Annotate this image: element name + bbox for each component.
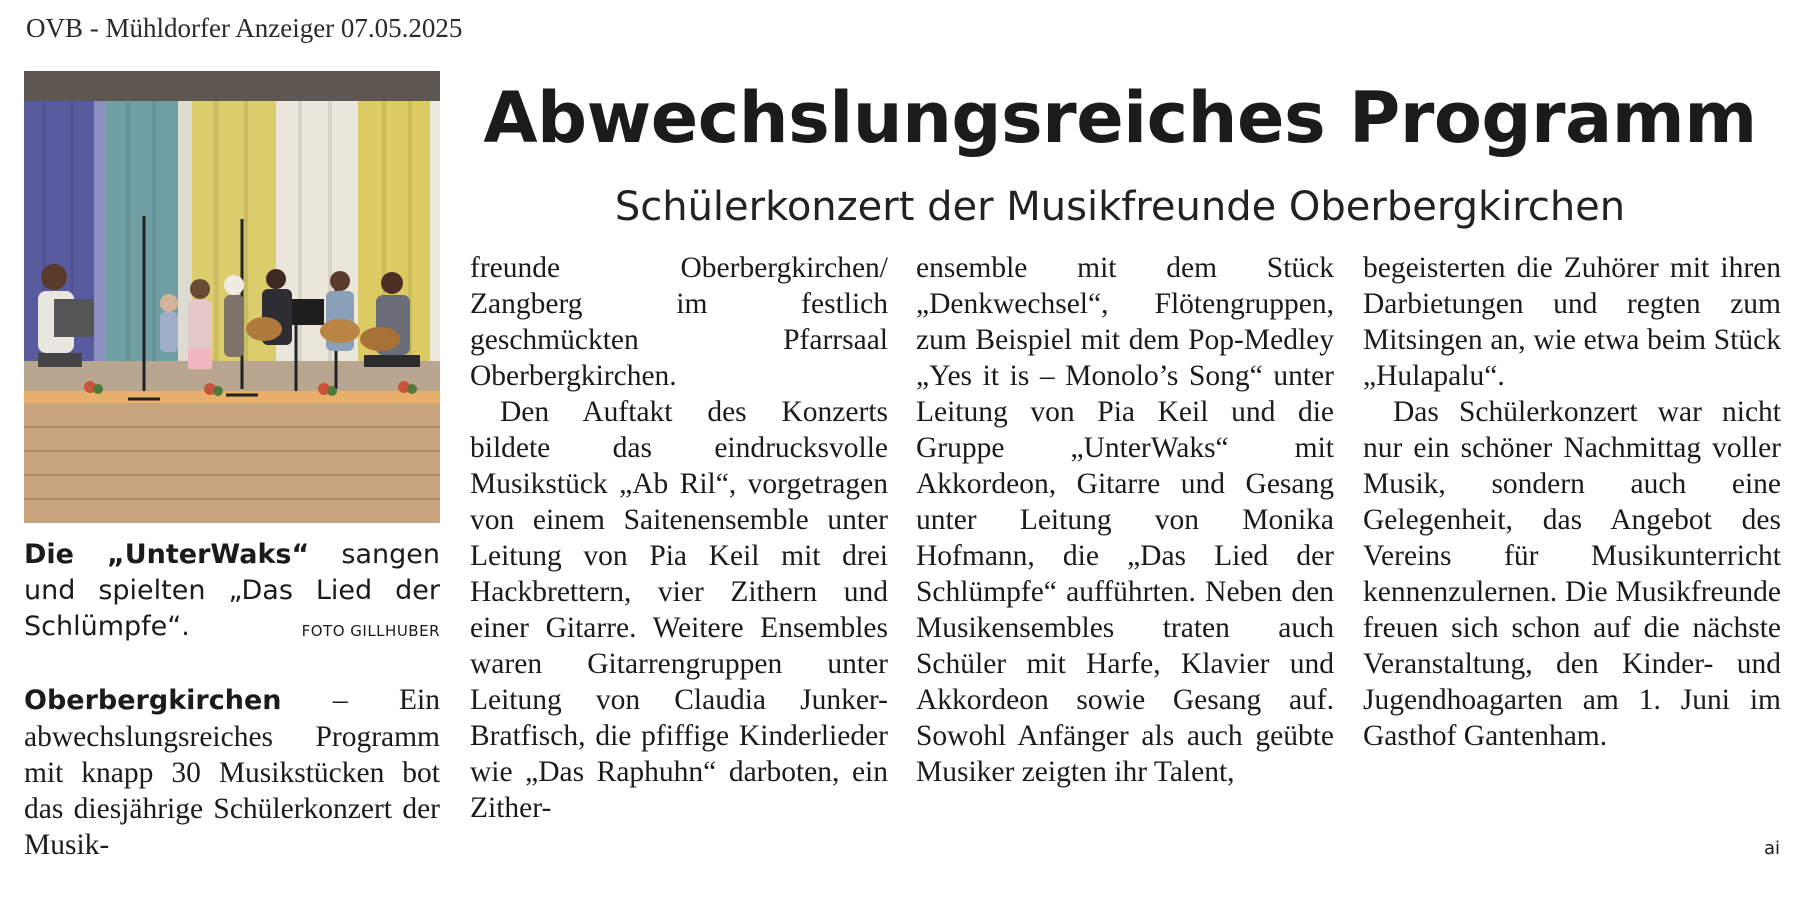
photo-credit: FOTO GILLHUBER [301,622,440,640]
caption-text: sangen und spielten „Das Lied der Schlümpfe“. [24,539,440,642]
author-signature: ai [1763,838,1780,859]
article-title: Abwechslungsreiches Programm [483,77,1757,159]
column-3-paragraph-1: ensemble mit dem Stück „Denkwechsel“, Flötengruppen, zum Beispiel mit dem Pop-Medley „Yes it is – Monolo’s Song“ unter Leitung von Pia Keil und die Gruppe „UnterWaks“ mit Akkordeon, Gitarre und Gesang unter Leitung von Monika Hofmann, die „Das Lied der Schlümpfe“ aufführten. Neben den Musikensembles traten auch Schüler mit Harfe, Klavier und Akkordeon sowie Gesang auf. Sowohl Anfänger als auch geübte Musiker zeigten ihr Talent, [916,252,1334,788]
article-column-3 [916,250,1334,790]
column-2-paragraph-2: Den Auftakt des Konzerts bildete das eindrucksvolle Musikstück „Ab Ril“, vorgetragen von einem Saitenensemble unter Leitung von Pia Keil mit drei Hackbrettern, vier Zithern und einer Gitarre. Weitere Ensembles waren Gitarrengruppen unter Leitung von Claudia Junker-Bratfisch, die pfiffige Kinderlieder wie „Das Raphuhn“ darboten, ein Zither- [470,396,888,824]
article-column-1 [24,682,440,863]
column-2-paragraph-1: freunde Oberbergkirchen/ Zangberg im festlich geschmückten Pfarrsaal Oberbergkirchen. [470,252,888,392]
article-subtitle: Schülerkonzert der Musikfreunde Oberbergkirchen [614,184,1626,230]
article-column-2 [470,250,888,826]
concert-photo [24,71,440,523]
article-column-4 [1363,250,1781,754]
concert-photo-illustration [24,71,440,523]
dateline: Oberbergkirchen [24,685,282,716]
masthead: OVB - Mühldorfer Anzeiger 07.05.2025 [26,13,463,43]
column-4-paragraph-2: Das Schülerkonzert war nicht nur ein schöner Nachmittag voller Musik, sondern auch eine Gelegenheit, das Angebot des Vereins für Musikunterricht kennenzulernen. Die Musikfreunde freuen sich schon auf die nächste Veranstaltung, den Kinder- und Jugendhoagarten am 1. Juni im Gasthof Gantenham. [1363,396,1781,752]
caption-lead: Die „UnterWaks“ [24,539,310,570]
column-4-paragraph-1: begeisterten die Zuhörer mit ihren Darbietungen und regten zum Mitsingen an, wie etwa beim Stück „Hulapalu“. [1363,252,1781,392]
column-1-text: – Ein abwechslungsreiches Programm mit knapp 30 Musikstücken bot das diesjährige Schülerkonzert der Musik- [24,684,440,861]
photo-caption [24,537,440,649]
